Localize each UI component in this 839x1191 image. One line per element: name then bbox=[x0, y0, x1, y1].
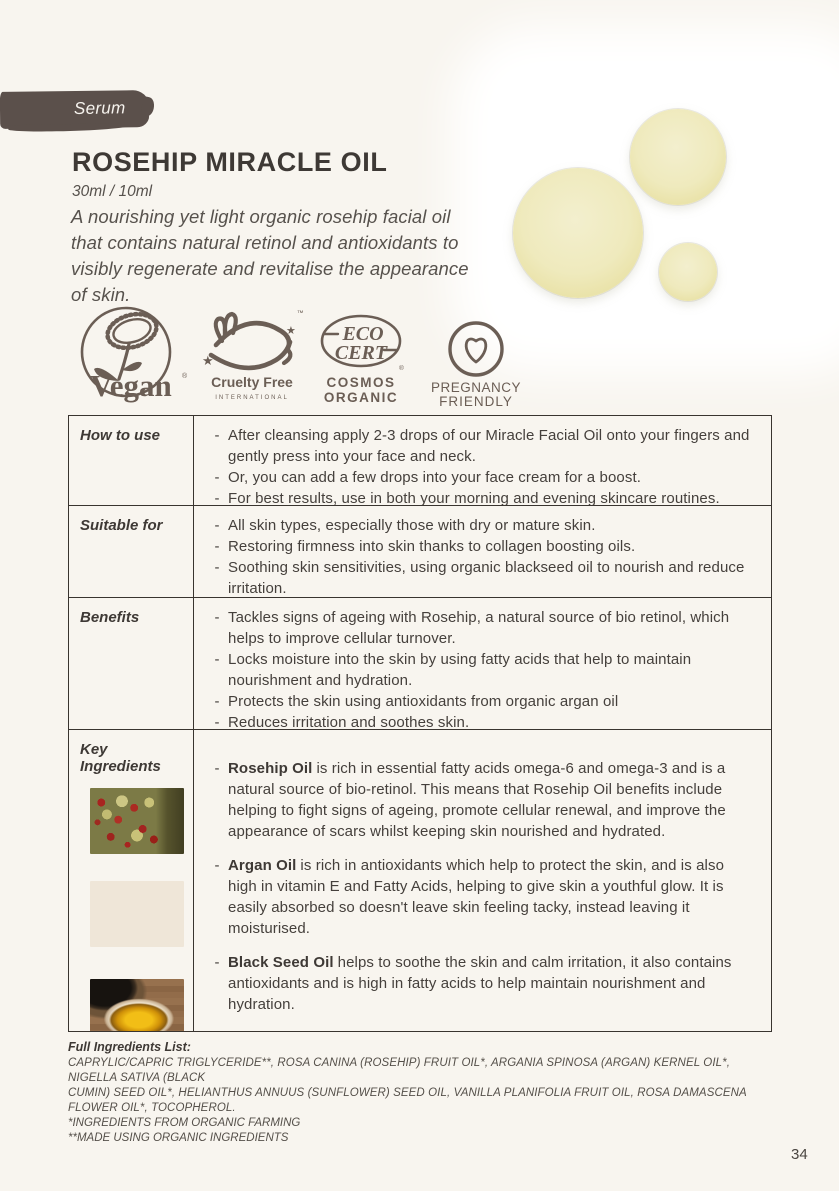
bullet-item bbox=[206, 557, 755, 597]
category-badge bbox=[0, 90, 149, 129]
bullet-text: Tackles signs of ageing with Rosehip, a natural source of bio retinol, which helps to improve cellular turnover. bbox=[228, 609, 730, 647]
bullet-text: For best results, use in both your morning and evening skincare routines. bbox=[228, 490, 720, 505]
cruelty-free-label: Cruelty Free bbox=[211, 374, 293, 390]
bunny-logo-tm-mark: ™ bbox=[297, 310, 304, 317]
ingredient-desc: is rich in essential fatty acids omega-6 and omega-3 and is a natural source of bio-retinol. This means that Rosehip Oil benefits include helping to fight signs of ageing, promote cellular renewal, and improve the appearance of scars whilst keeping skin nourished and hydrated. bbox=[228, 760, 726, 840]
bullet-text: Restoring firmness into skin thanks to collagen boosting oils. bbox=[228, 538, 636, 555]
bullet-dash: - bbox=[214, 760, 220, 777]
row-label-cell bbox=[69, 730, 194, 1031]
bullet-text: Locks moisture into the skin by using fatty acids that help to maintain nourishment and hydration. bbox=[228, 651, 692, 689]
ingredient-item bbox=[206, 758, 755, 842]
bullet-dash: - bbox=[214, 469, 220, 486]
cosmos-label: COSMOS bbox=[326, 375, 396, 390]
full-ingredients-heading: Full Ingredients List: bbox=[68, 1040, 191, 1054]
bullet-dash: - bbox=[214, 857, 220, 874]
row-label: Benefits bbox=[69, 598, 194, 729]
bullet-dash: - bbox=[214, 538, 220, 555]
pregnancy-friendly-icon bbox=[420, 320, 532, 408]
row-label: Suitable for bbox=[69, 506, 194, 597]
bullet-dash: - bbox=[214, 954, 220, 971]
bunny-logo-star-right: ★ bbox=[286, 325, 296, 337]
cruelty-free-sublabel: INTERNATIONAL bbox=[215, 395, 289, 401]
ingredient-text bbox=[228, 952, 755, 1015]
organic-ingredients-note: **MADE USING ORGANIC INGREDIENTS bbox=[68, 1132, 289, 1144]
cruelty-free-leaping-bunny-icon bbox=[200, 305, 308, 405]
product-title: ROSEHIP MIRACLE OIL bbox=[72, 147, 388, 177]
row-content bbox=[194, 506, 771, 597]
ingredient-name: Black Seed Oil bbox=[228, 954, 334, 971]
bullet-item bbox=[206, 649, 755, 691]
bullet-dash: - bbox=[214, 490, 220, 505]
product-description: A nourishing yet light organic rosehip facial oil that contains natural retinol and antioxidants to visibly regenerate and revitalise the appearance of skin. bbox=[71, 206, 469, 305]
vegan-logo-word: Vegan bbox=[90, 368, 172, 403]
row-label: Key Ingredients bbox=[80, 741, 161, 775]
oil-droplet-large bbox=[513, 168, 643, 298]
organic-label: ORGANIC bbox=[323, 390, 399, 405]
ecocert-reg-mark: ® bbox=[399, 365, 404, 372]
ingredient-desc: is rich in antioxidants which help to protect the skin, and is also high in vitamin E and Fatty Acids, helping to give skin a youthful glow. It is easily absorbed so doesn't leave skin feeling tacky, instead leaving it moisturised. bbox=[228, 857, 725, 937]
product-info-table bbox=[68, 415, 772, 1032]
row-content bbox=[194, 730, 771, 1031]
oil-droplet-medium bbox=[630, 109, 726, 205]
bullet-item bbox=[206, 515, 755, 536]
rosehip-berries-photo bbox=[90, 788, 184, 854]
bullet-text: Or, you can add a few drops into your face cream for a boost. bbox=[228, 469, 641, 486]
page-number: 34 bbox=[791, 1146, 808, 1163]
pregnancy-label: PREGNANCY bbox=[430, 380, 522, 395]
row-label: How to use bbox=[69, 416, 194, 505]
ingredient-item bbox=[206, 952, 755, 1015]
ingredient-name: Argan Oil bbox=[228, 857, 297, 874]
vegan-logo-reg-mark: ® bbox=[182, 373, 188, 380]
bullet-item bbox=[206, 488, 755, 505]
full-ingredients-section bbox=[68, 1040, 774, 1146]
bullet-dash: - bbox=[214, 427, 220, 444]
ingredient-name: Rosehip Oil bbox=[228, 760, 313, 777]
organic-farming-note: *INGREDIENTS FROM ORGANIC FARMING bbox=[68, 1117, 301, 1129]
row-content bbox=[194, 598, 771, 729]
table-row-benefits bbox=[69, 597, 771, 729]
table-row-suitable-for bbox=[69, 505, 771, 597]
table-row-how-to-use bbox=[69, 416, 771, 505]
ingredient-item bbox=[206, 855, 755, 939]
ingredient-desc: helps to soothe the skin and calm irritation, it also contains antioxidants and is high in fatty acids to help maintain nourishment and hydration. bbox=[228, 954, 732, 1013]
bullet-text: Protects the skin using antioxidants from organic argan oil bbox=[228, 693, 619, 710]
bullet-dash: - bbox=[214, 609, 220, 626]
ecocert-cosmos-organic-icon bbox=[315, 313, 409, 407]
friendly-label: FRIENDLY bbox=[439, 394, 513, 408]
bullet-item bbox=[206, 536, 755, 557]
bullet-text: After cleansing apply 2-3 drops of our Miracle Facial Oil onto your fingers and gently press into your face and neck. bbox=[228, 427, 750, 465]
product-sizes: 30ml / 10ml bbox=[72, 183, 153, 200]
bunny-logo-star-left: ★ bbox=[202, 353, 214, 368]
bullet-item bbox=[206, 425, 755, 467]
full-ingredients-line2: CUMIN) SEED OIL*, HELIANTHUS ANNUUS (SUNFLOWER) SEED OIL, VANILLA PLANIFOLIA FRUIT OIL, ROSA DAMASCENA FLOWER OIL*, TOCOPHEROL. bbox=[68, 1087, 747, 1114]
argan-nuts-photo bbox=[90, 881, 184, 947]
row-content bbox=[194, 416, 771, 505]
bullet-dash: - bbox=[214, 651, 220, 668]
oil-droplets-photo bbox=[498, 72, 839, 328]
bullet-item bbox=[206, 607, 755, 649]
bullet-text: All skin types, especially those with dry or mature skin. bbox=[228, 517, 596, 534]
bullet-text: Reduces irritation and soothes skin. bbox=[228, 714, 470, 729]
bullet-dash: - bbox=[214, 559, 220, 576]
ecocert-line1: ECO bbox=[342, 323, 384, 345]
bullet-item bbox=[206, 467, 755, 488]
bullet-item bbox=[206, 691, 755, 712]
bullet-text: Soothing skin sensitivities, using organic blackseed oil to nourish and reduce irritation. bbox=[228, 559, 745, 597]
category-badge-label: Serum bbox=[73, 98, 126, 119]
bullet-item bbox=[206, 712, 755, 729]
ingredient-text bbox=[228, 855, 755, 939]
bullet-dash: - bbox=[214, 693, 220, 710]
oil-droplet-small bbox=[659, 243, 717, 301]
full-ingredients-line1: CAPRYLIC/CAPRIC TRIGLYCERIDE**, ROSA CANINA (ROSEHIP) FRUIT OIL*, ARGANIA SPINOSA (ARGAN) KERNEL OIL*, NIGELLA SATIVA (BLACK bbox=[68, 1057, 731, 1084]
bullet-dash: - bbox=[214, 714, 220, 729]
ingredient-text bbox=[228, 758, 755, 842]
black-seed-oil-bowl-photo bbox=[90, 979, 184, 1031]
vegan-logo-icon bbox=[74, 302, 190, 406]
table-row-key-ingredients bbox=[69, 729, 771, 1031]
ecocert-line2: CERT bbox=[334, 342, 388, 364]
bullet-dash: - bbox=[214, 517, 220, 534]
